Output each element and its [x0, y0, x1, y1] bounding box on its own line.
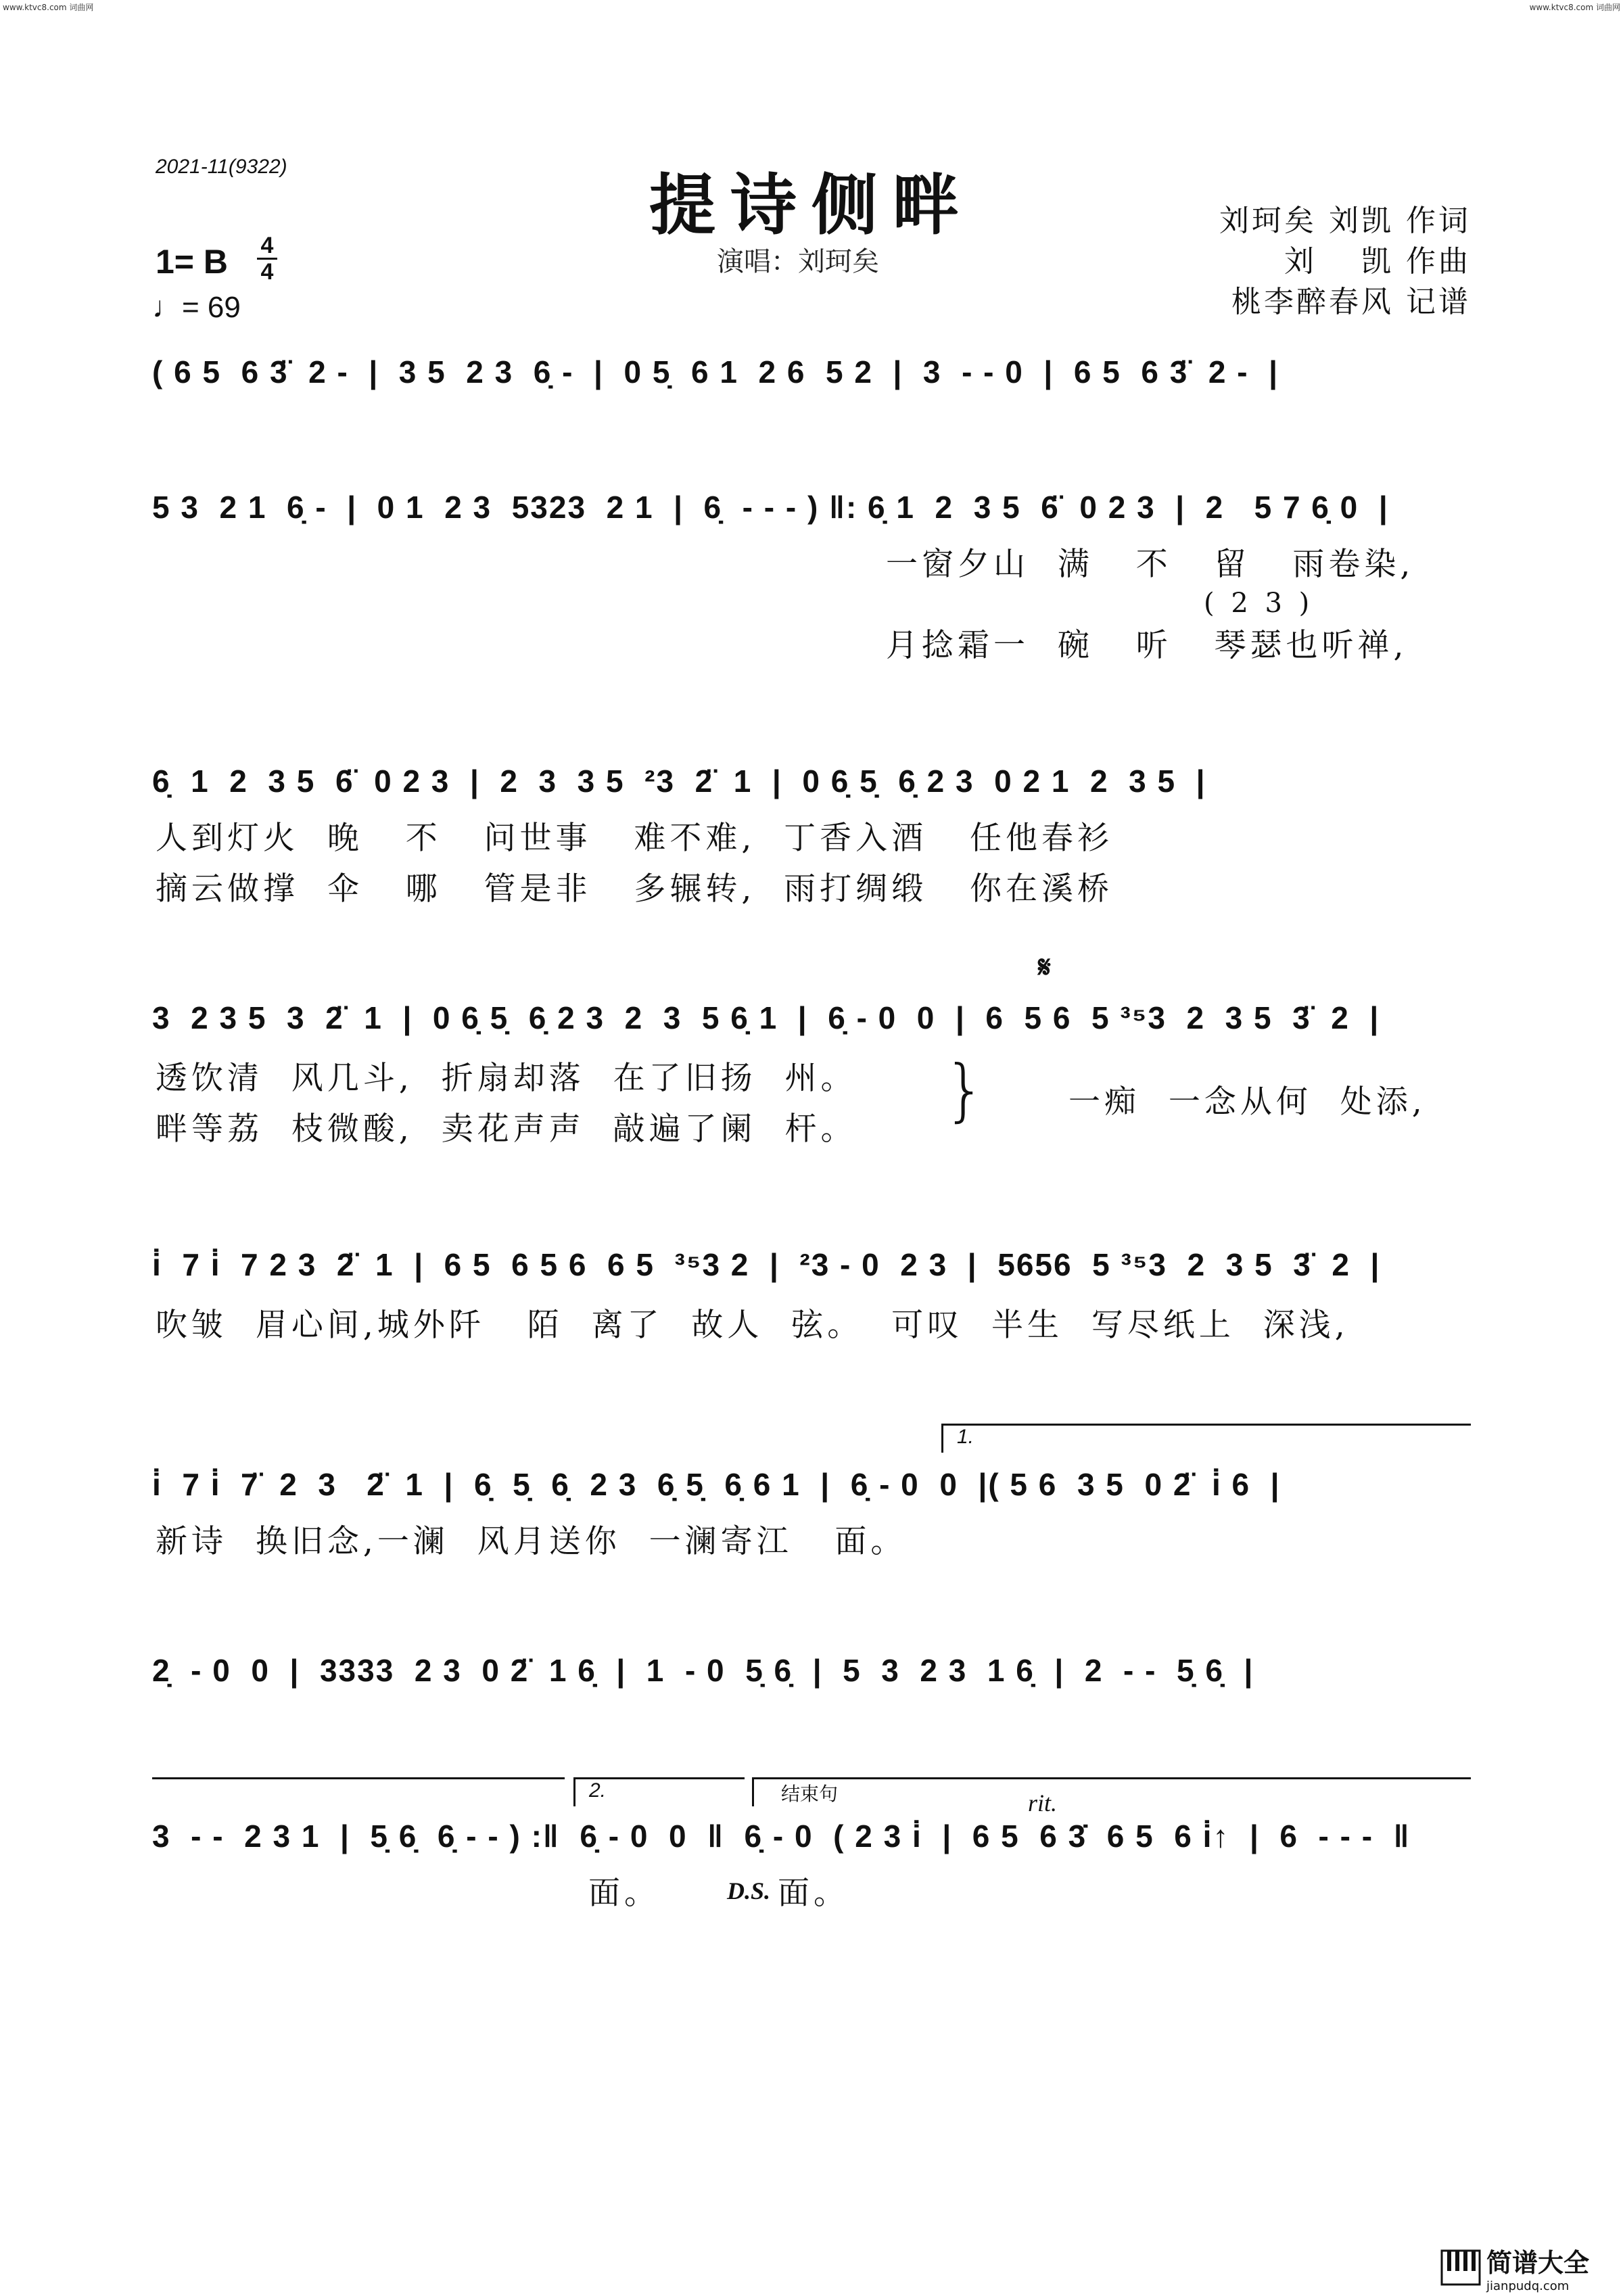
dal-segno-mark: D.S.: [727, 1877, 771, 1904]
notation-row-7: 2̣ - 0 0 | 3333 2 3 0 2̈ 1 6̣ | 1 - 0 5̣ 6̣ | 5 3 2 3 1 6̣ | 2 - - 5̣ 6̣ |: [152, 1653, 1254, 1688]
notation-row-5: i̇ 7 i̇ 7 2 3 2̈ 1 | 6 5 6 5 6 6 5 ³⁵3 2 | ²3 - 0 2 3 | 5656 5 ³⁵3 2 3 5 3̈ 2 |: [152, 1247, 1381, 1282]
second-ending-label: 2.: [589, 1779, 607, 1802]
lyric-row-5: 吹皱 眉心间,城外阡 陌 离了 故人 弦。 可叹 半生 写尽纸上 深浅,: [156, 1307, 1349, 1344]
notation-row-8: 3 - - 2 3 1 | 5̣ 6̣ 6̣ - - ) :‖ 6̣ - 0 0 ‖ 6̣ - 0 ( 2 3 i̇ | 6 5 6 3̇ 6 5 6 i̇↑ | 6 - - - ‖: [152, 1819, 1411, 1854]
lyric-row-3-verse-2: 摘云做撑 伞 哪 管是非 多辗转, 雨打绸缎 你在溪桥: [156, 870, 1113, 908]
time-sig-top: 4: [260, 233, 274, 258]
ending-phrase-bracket: [752, 1777, 1471, 1806]
lyric-row-8: 面。: [588, 1875, 660, 1912]
watermark-right: www.ktvc8.com 词曲网: [1529, 3, 1620, 12]
lyric-row-2-verse-2: 月捻霜一 碗 听 琴瑟也听禅,: [886, 627, 1408, 664]
score-code: 2021-11(9322): [156, 156, 287, 178]
song-title: 提诗侧畔: [649, 166, 974, 244]
watermark-left: www.ktvc8.com 词曲网: [3, 3, 94, 12]
segno-sign: 𝄋: [1038, 950, 1051, 985]
lyric-row-3-verse-1: 人到灯火 晚 不 问世事 难不难, 丁香入酒 任他春衫: [156, 820, 1113, 857]
site-logo: [1440, 2242, 1609, 2293]
second-ending-bracket: [573, 1777, 745, 1806]
logo-title: 简谱大全: [1486, 2248, 1590, 2278]
notation-row-4: 3 2 3 5 3 2̈ 1 | 0 6̣ 5̣ 6̣ 2 3 2 3 5 6̣ 1 | 6̣ - 0 0 | 6 5 6 5 ³⁵3 2 3 5 3̈ 2 |: [152, 1000, 1380, 1035]
first-ending-label: 1.: [957, 1426, 974, 1448]
first-ending-bracket: [941, 1424, 1471, 1453]
ending-phrase-label: 结束句: [781, 1783, 839, 1804]
lyric-row-2-verse-1: 一窗夕山 满 不 留 雨卷染,: [886, 546, 1415, 583]
time-signature: [257, 233, 277, 284]
singer-credit: 演唱：刘珂矣: [717, 246, 879, 277]
tempo-marking: ♩= 69: [152, 291, 241, 324]
lyricist-credit: 刘珂矣 刘凯 作词: [1219, 204, 1471, 238]
lyric-row-4-verse-1: 透饮清 风几斗, 折扇却落 在了旧扬 州。: [156, 1060, 857, 1097]
repeat-span-line: [152, 1777, 565, 1779]
composer-credit: 刘 凯 作曲: [1284, 244, 1471, 279]
transcriber-credit: 桃李醉春风 记谱: [1231, 285, 1471, 319]
verse-brace: }: [943, 1050, 987, 1129]
notation-row-2: 5 3 2 1 6̣ - | 0 1 2 3 5323 2 1 | 6̣ - - - ) ‖: 6̣ 1 2 3 5 6̈ 0 2 3 | 2 5 7 6̣ 0 |: [152, 490, 1389, 525]
notation-row-6: i̇ 7 i̇ 7̈ 2 3 2̈ 1 | 6̣ 5̣ 6̣ 2 3 6̣ 5̣ 6̣ 6 1 | 6̣ - 0 0 |( 5 6 3 5 0 2̈ i̇ 6 |: [152, 1467, 1281, 1502]
notation-row-3: 6̣ 1 2 3 5 6̈ 0 2 3 | 2 3 3 5 ²3 2̈ 1 | 0 6̣ 5̣ 6̣ 2 3 0 2 1 2 3 5 |: [152, 764, 1206, 799]
lyric-row-4-refrain: 一痴 一念从何 处添,: [1068, 1083, 1426, 1121]
ritardando-mark: rit.: [1028, 1789, 1058, 1817]
notation-row-1: ( 6 5 6 3̈ 2 - | 3 5 2 3 6̣ - | 0 5̣ 6 1 2 6 5 2 | 3 - - 0 | 6 5 6 3̈ 2 - |: [152, 354, 1279, 390]
lyric-row-6: 新诗 换旧念,一澜 风月送你 一澜寄江 面。: [156, 1523, 907, 1560]
piano-keys-icon: [1440, 2249, 1481, 2286]
key-signature: 1= B: [156, 243, 229, 281]
lyric-row-8-ds: 面。: [778, 1875, 849, 1912]
lyric-row-4-verse-2: 畔等荔 枝微酸, 卖花声声 敲遍了阑 杆。: [156, 1110, 857, 1148]
lyric-row-2-alt-notes: ( 2 3 ): [1204, 588, 1314, 619]
logo-url: jianpudq.com: [1486, 2279, 1570, 2293]
time-sig-bottom: 4: [260, 259, 274, 285]
